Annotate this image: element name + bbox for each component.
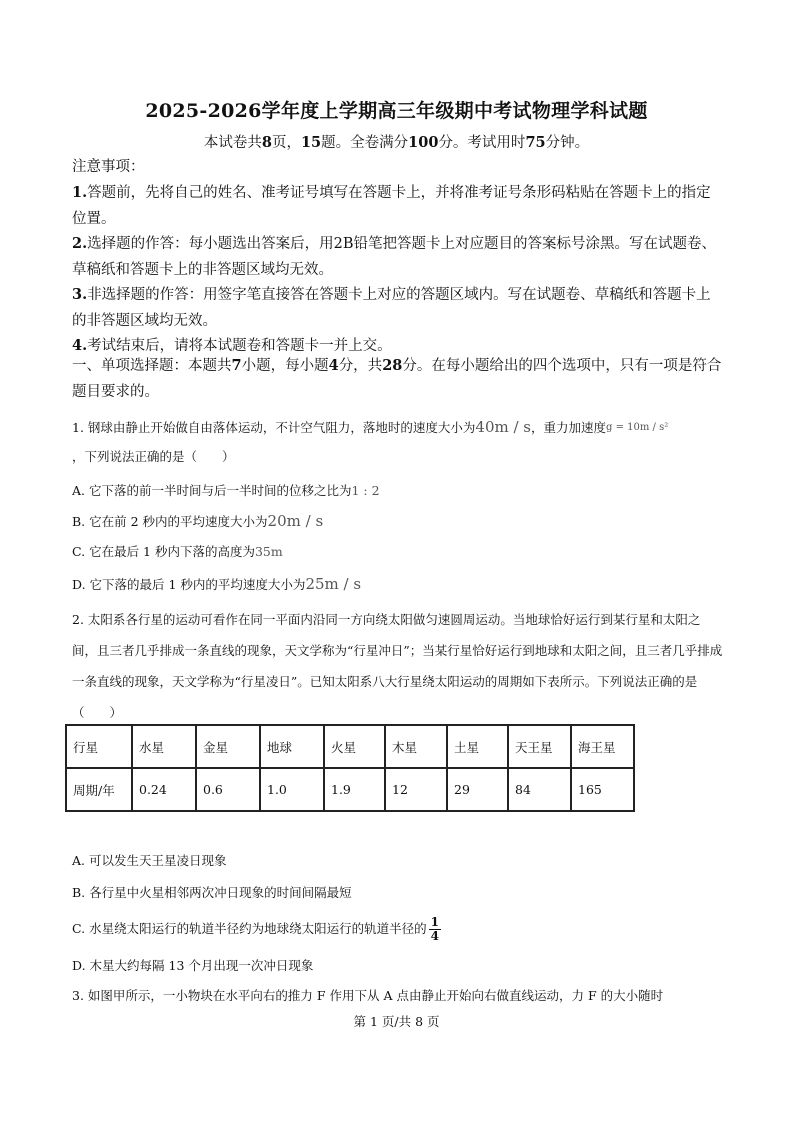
section-heading [72,353,724,405]
planet-period-table [65,724,635,812]
table-cell: 0.6 [196,768,260,811]
table-cell: 天王星 [508,725,571,768]
note-number: 2. [72,235,88,252]
note-number: 3. [72,286,88,303]
option-math: 25m / s [305,575,362,593]
exam-title: 2025-2026学年度上学期高三年级期中考试物理学科试题 [145,100,648,122]
table-cell: 海王星 [571,725,634,768]
exam-duration: 75 [525,134,546,151]
question-2-option-d: D. 木星大约每隔 13 个月出现一次冲日现象 [72,958,314,973]
question-text: 1. 钢球由静止开始做自由落体运动，不计空气阻力，落地时的速度大小为 [72,420,476,435]
table-cell: 金星 [196,725,260,768]
note-item [72,231,724,283]
section-text: 小题，每小题 [241,358,329,374]
option-math: 35m [254,544,283,559]
note-text: 答题前，先将自己的姓名、准考证号填写在答题卡上，并将准考证号条形码粘贴在答题卡上的指定位置。 [72,185,711,227]
question-2-option-c [72,916,724,943]
section-count: 7 [231,357,242,374]
note-text: 考试结束后，请将本试题卷和答题卡一并上交。 [87,338,392,354]
note-item [72,180,724,232]
table-cell: 84 [508,768,571,811]
table-cell: 木星 [385,725,447,768]
table-cell: 0.24 [132,768,196,811]
page-footer: 第 1 页/共 8 页 [353,1014,440,1029]
table-cell: 1.9 [324,768,385,811]
subtitle-text: 分。考试用时 [438,135,526,151]
notes-heading: 注意事项： [72,159,145,175]
subtitle-text: 本试卷共 [203,135,262,151]
table-cell: 水星 [132,725,196,768]
table-cell: 行星 [66,725,132,768]
option-math: 20m / s [267,512,324,530]
section-text: 分，共 [338,358,383,374]
subtitle-text: 题。全卷满分 [321,135,409,151]
subtitle-text: 分钟。 [545,135,590,151]
question-1-option-a [72,480,724,502]
table-cell: 165 [571,768,634,811]
question-3-stem: 3. 如图甲所示，一小物块在水平向右的推力 F 作用下从 A 点由静止开始向右做直线运动，力 F 的大小随时 [72,988,664,1003]
table-cell: 29 [447,768,508,811]
option-text: A. 它下落的前一半时间与后一半时间的位移之比为 [72,483,352,498]
question-2-option-a: A. 可以发生天王星凌日现象 [72,853,227,868]
table-row [66,725,634,768]
gravity-value: g = 10m / s² [606,422,669,433]
velocity-value: 40m / s [475,418,532,436]
section-text: 分。在每小题给出的四个选项中，只有一项是符合题目要求的。 [72,358,722,400]
question-1-stem-end: ，下列说法正确的是（ ） [72,449,235,464]
question-2-stem: 2. 太阳系各行星的运动可看作在同一平面内沿同一方向绕太阳做匀速圆周运动。当地球恰好运行到某行星和太阳之间，且三者几乎排成一条直线的现象，天文学称为“行星冲日”；当某行星恰好运行到地球和太阳之间，且三者几乎排成一条直线的现象，天文学称为“行星凌日”。已知太阳系八大行星绕太阳运动的周期如下表所示。下列说法正确的是（ ） [72,612,723,720]
full-score: 100 [408,134,439,151]
note-text: 非选择题的作答：用签字笔直接答在答题卡上对应的答题区域内。写在试题卷、草稿纸和答题卡上的非答题区域均无效。 [72,287,711,329]
option-text: C. 水星绕太阳运行的轨道半径约为地球绕太阳运行的轨道半径的 [72,921,427,936]
option-text: C. 它在最后 1 秒内下落的高度为 [72,544,255,559]
table-cell: 土星 [447,725,508,768]
note-number: 4. [72,337,88,354]
table-cell: 1.0 [260,768,324,811]
note-item [72,282,724,334]
page-count: 8 [261,134,272,151]
table-cell: 地球 [260,725,324,768]
table-cell: 12 [385,768,447,811]
option-text: B. 它在前 2 秒内的平均速度大小为 [72,514,268,529]
subtitle-text: 页， [271,135,301,151]
question-text: ，重力加速度 [531,420,607,435]
question-1-option-b [72,510,724,533]
option-math: 1 : 2 [351,483,380,498]
table-row [66,768,634,811]
option-text: D. 它下落的最后 1 秒内的平均速度大小为 [72,577,306,592]
fraction-numerator: 1 [430,915,439,929]
table-cell: 周期/年 [66,768,132,811]
section-points: 4 [328,357,339,374]
fraction [429,916,441,943]
note-text: 选择题的作答：每小题选出答案后，用2B铅笔把答题卡上对应题目的答案标号涂黑。写在试题卷、草稿纸和答题卡上的非答题区域均无效。 [72,236,717,278]
exam-subtitle [0,131,793,152]
section-text: 一、单项选择题：本题共 [72,358,232,374]
note-number: 1. [72,184,88,201]
question-1-stem [72,416,724,441]
question-count: 15 [300,134,322,151]
question-2-option-b: B. 各行星中火星相邻两次冲日现象的时间间隔最短 [72,885,352,900]
question-1-option-d [72,573,724,596]
table-cell: 火星 [324,725,385,768]
section-total: 28 [382,357,403,374]
fraction-denominator: 4 [430,929,439,943]
question-1-option-c [72,541,724,563]
